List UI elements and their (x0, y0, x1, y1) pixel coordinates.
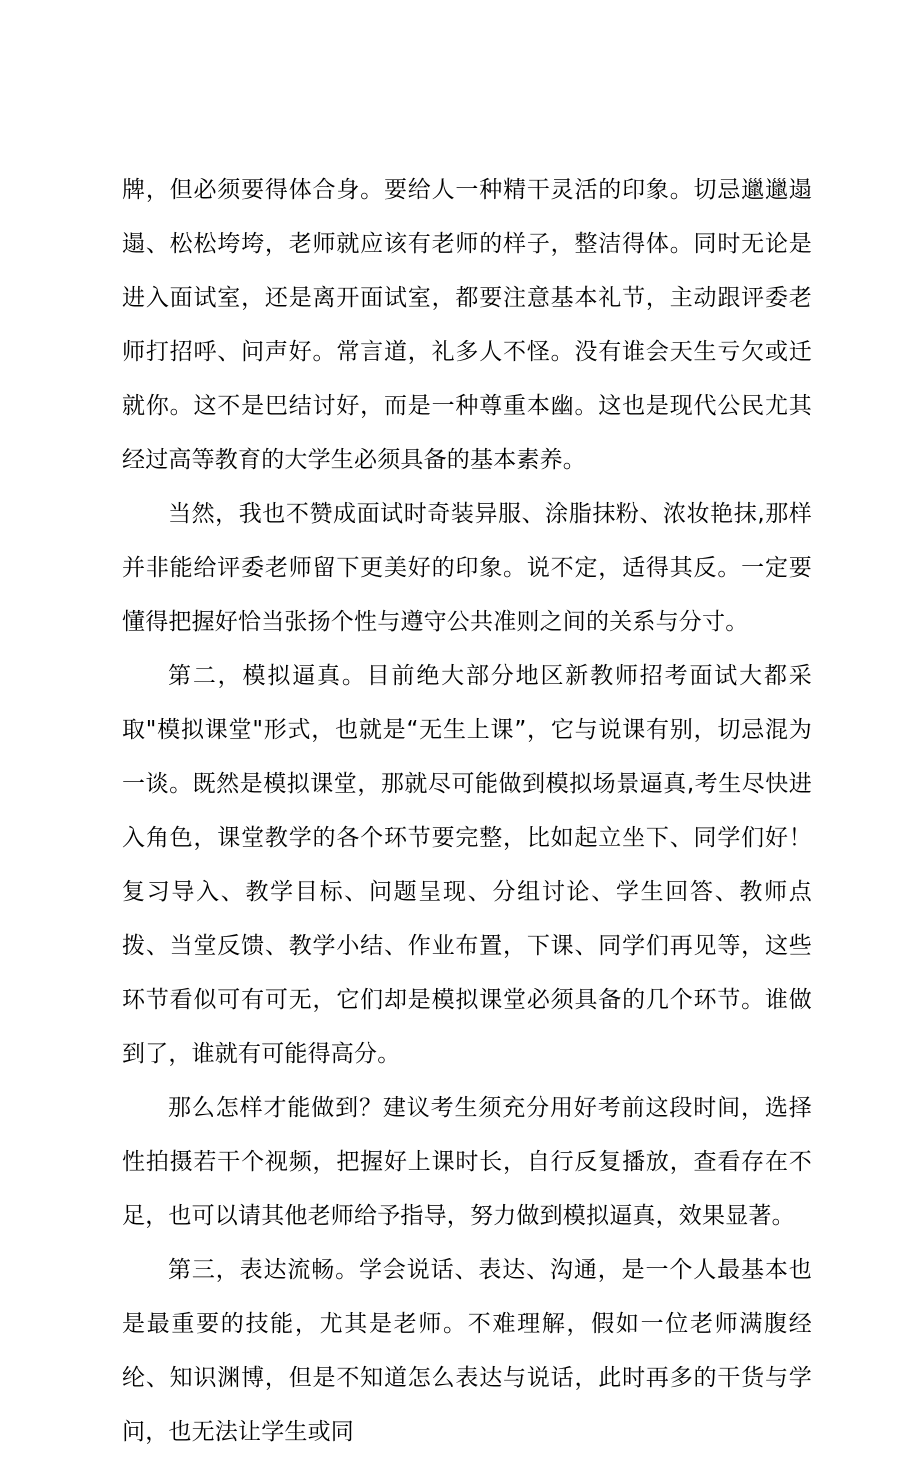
paragraph-5: 第三，表达流畅。学会说话、表达、沟通，是一个人最基本也是最重要的技能，尤其是老师。不难理解，假如一位老师满腹经纶、知识渊博，但是不知道怎么表达与说话，此时再多的干货与学问，也无法让学生或同 (122, 1257, 812, 1445)
paragraph-1: 牌，但必须要得体合身。要给人一种精干灵活的印象。切忌邋邋遢遢、松松垮垮，老师就应该有老师的样子，整洁得体。同时无论是进入面试室，还是离开面试室，都要注意基本礼节，主动跟评委老师打招呼、问声好。常言道，礼多人不怪。没有谁会天生亏欠或迁就你。这不是巴结讨好，而是一种尊重本幽。这也是现代公民尤其经过高等教育的大学生必须具备的基本素养。 (122, 177, 812, 473)
document-body (122, 163, 812, 1459)
paragraph-3: 第二，模拟逼真。目前绝大部分地区新教师招考面试大都采取"模拟课堂"形式，也就是“无生上课”，它与说课有别，切忌混为一谈。既然是模拟课堂，那就尽可能做到模拟场景逼真,考生尽快进入角色，课堂教学的各个环节要完整，比如起立坐下、同学们好！复习导入、教学目标、问题呈现、分组讨论、学生回答、教师点拨、当堂反馈、教学小结、作业布置，下课、同学们再见等，这些环节看似可有可无，它们却是模拟课堂必须具备的几个环节。谁做到了，谁就有可能得高分。 (122, 663, 812, 1067)
paragraph-2: 当然，我也不赞成面试时奇装异服、涂脂抹粉、浓妆艳抹,那样并非能给评委老师留下更美好的印象。说不定，适得其反。一定要懂得把握好恰当张扬个性与遵守公共准则之间的关系与分寸。 (122, 501, 812, 635)
paragraph-4: 那么怎样才能做到？建议考生须充分用好考前这段时间，选择性拍摄若干个视频，把握好上课时长，自行反复播放，查看存在不足，也可以请其他老师给予指导，努力做到模拟逼真，效果显著。 (122, 1095, 812, 1229)
